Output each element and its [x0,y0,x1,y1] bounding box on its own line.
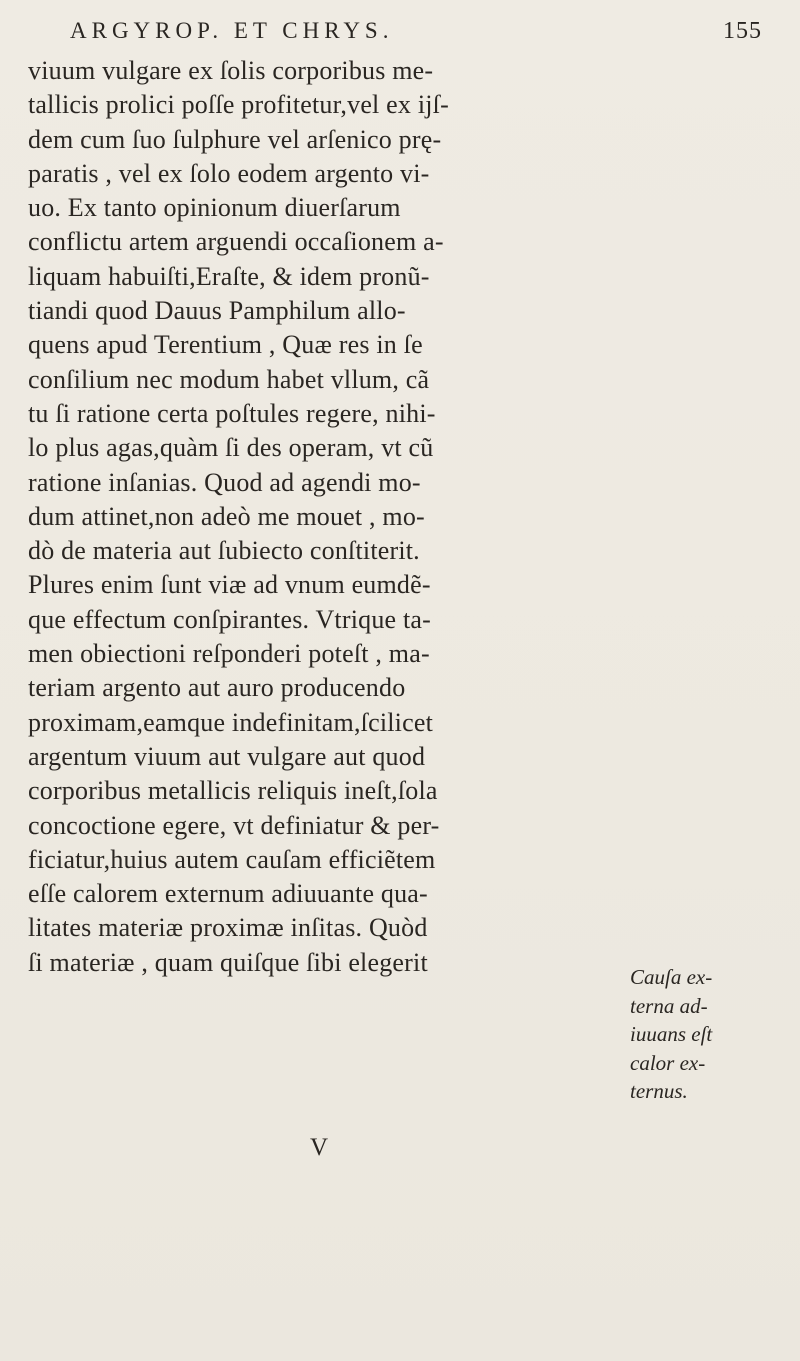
text-line: tu ſi ratione certa poſtules regere, nihi- [28,398,436,428]
text-line: eſſe calorem externum adiuuante qua- [28,879,428,909]
text-line: ratione inſanias. Quod ad agendi mo- [28,467,421,497]
marginal-note-line: ternus. [630,1079,688,1104]
catchword: V [310,1134,329,1161]
text-line: conſilium nec modum habet vllum, cã [28,364,430,394]
running-head [70,18,790,52]
text-line: que effectum conſpirantes. Vtrique ta- [28,604,431,634]
text-line: liquam habuiſti,Eraſte, & idem pronũ- [28,261,430,291]
text-line: ficiatur,huius autem cauſam efficiẽtem [28,844,436,874]
text-line: tallicis prolici poſſe profitetur,vel ex ijſ- [28,90,449,120]
text-line: men obiectioni reſponderi poteſt , ma- [28,639,430,669]
text-line: litates materiæ proximæ inſitas. Quòd [28,913,428,943]
text-line: viuum vulgare ex ſolis corporibus me- [28,56,434,85]
text-line: quens apud Terentium , Quæ res in ſe [28,330,423,360]
running-title: ARGYROP. ET CHRYS. [70,18,394,43]
marginal-note-line: terna ad- [630,993,708,1018]
marginal-note-line: iuuans eſt [630,1022,713,1047]
text-line: Plures enim ſunt viæ ad vnum eumdẽ- [28,570,431,600]
text-line: paratis , vel ex ſolo eodem argento vi- [28,158,430,188]
text-line: teriam argento aut auro producendo [28,673,406,703]
text-line: proximam,eamque indefinitam,ſcilicet [28,707,434,737]
text-line: ſi materiæ , quam quiſque ſibi elegerit [28,947,428,977]
text-line: dò de materia aut ſubiecto conſtiterit. [28,536,420,566]
page-number: 155 [723,18,762,44]
main-text-block [28,54,628,980]
text-line: conflictu artem arguendi occaſionem a- [28,227,444,257]
text-line: corporibus metallicis reliquis ineſt,ſola [28,776,438,806]
marginal-note [630,963,795,1106]
text-line: uo. Ex tanto opinionum diuerſarum [28,193,401,223]
marginal-note-line: Cauſa ex- [630,965,713,989]
marginal-note-line: calor ex- [630,1050,706,1075]
text-line: tiandi quod Dauus Pamphilum allo- [28,296,406,326]
text-line: argentum viuum aut vulgare aut quod [28,741,426,771]
text-line: lo plus agas,quàm ſi des operam, vt cũ [28,433,434,463]
text-line: dum attinet,non adeò me mouet , mo- [28,501,425,531]
text-line: concoctione egere, vt definiatur & per- [28,810,440,840]
text-line: dem cum ſuo ſulphure vel arſenico prę- [28,124,442,154]
